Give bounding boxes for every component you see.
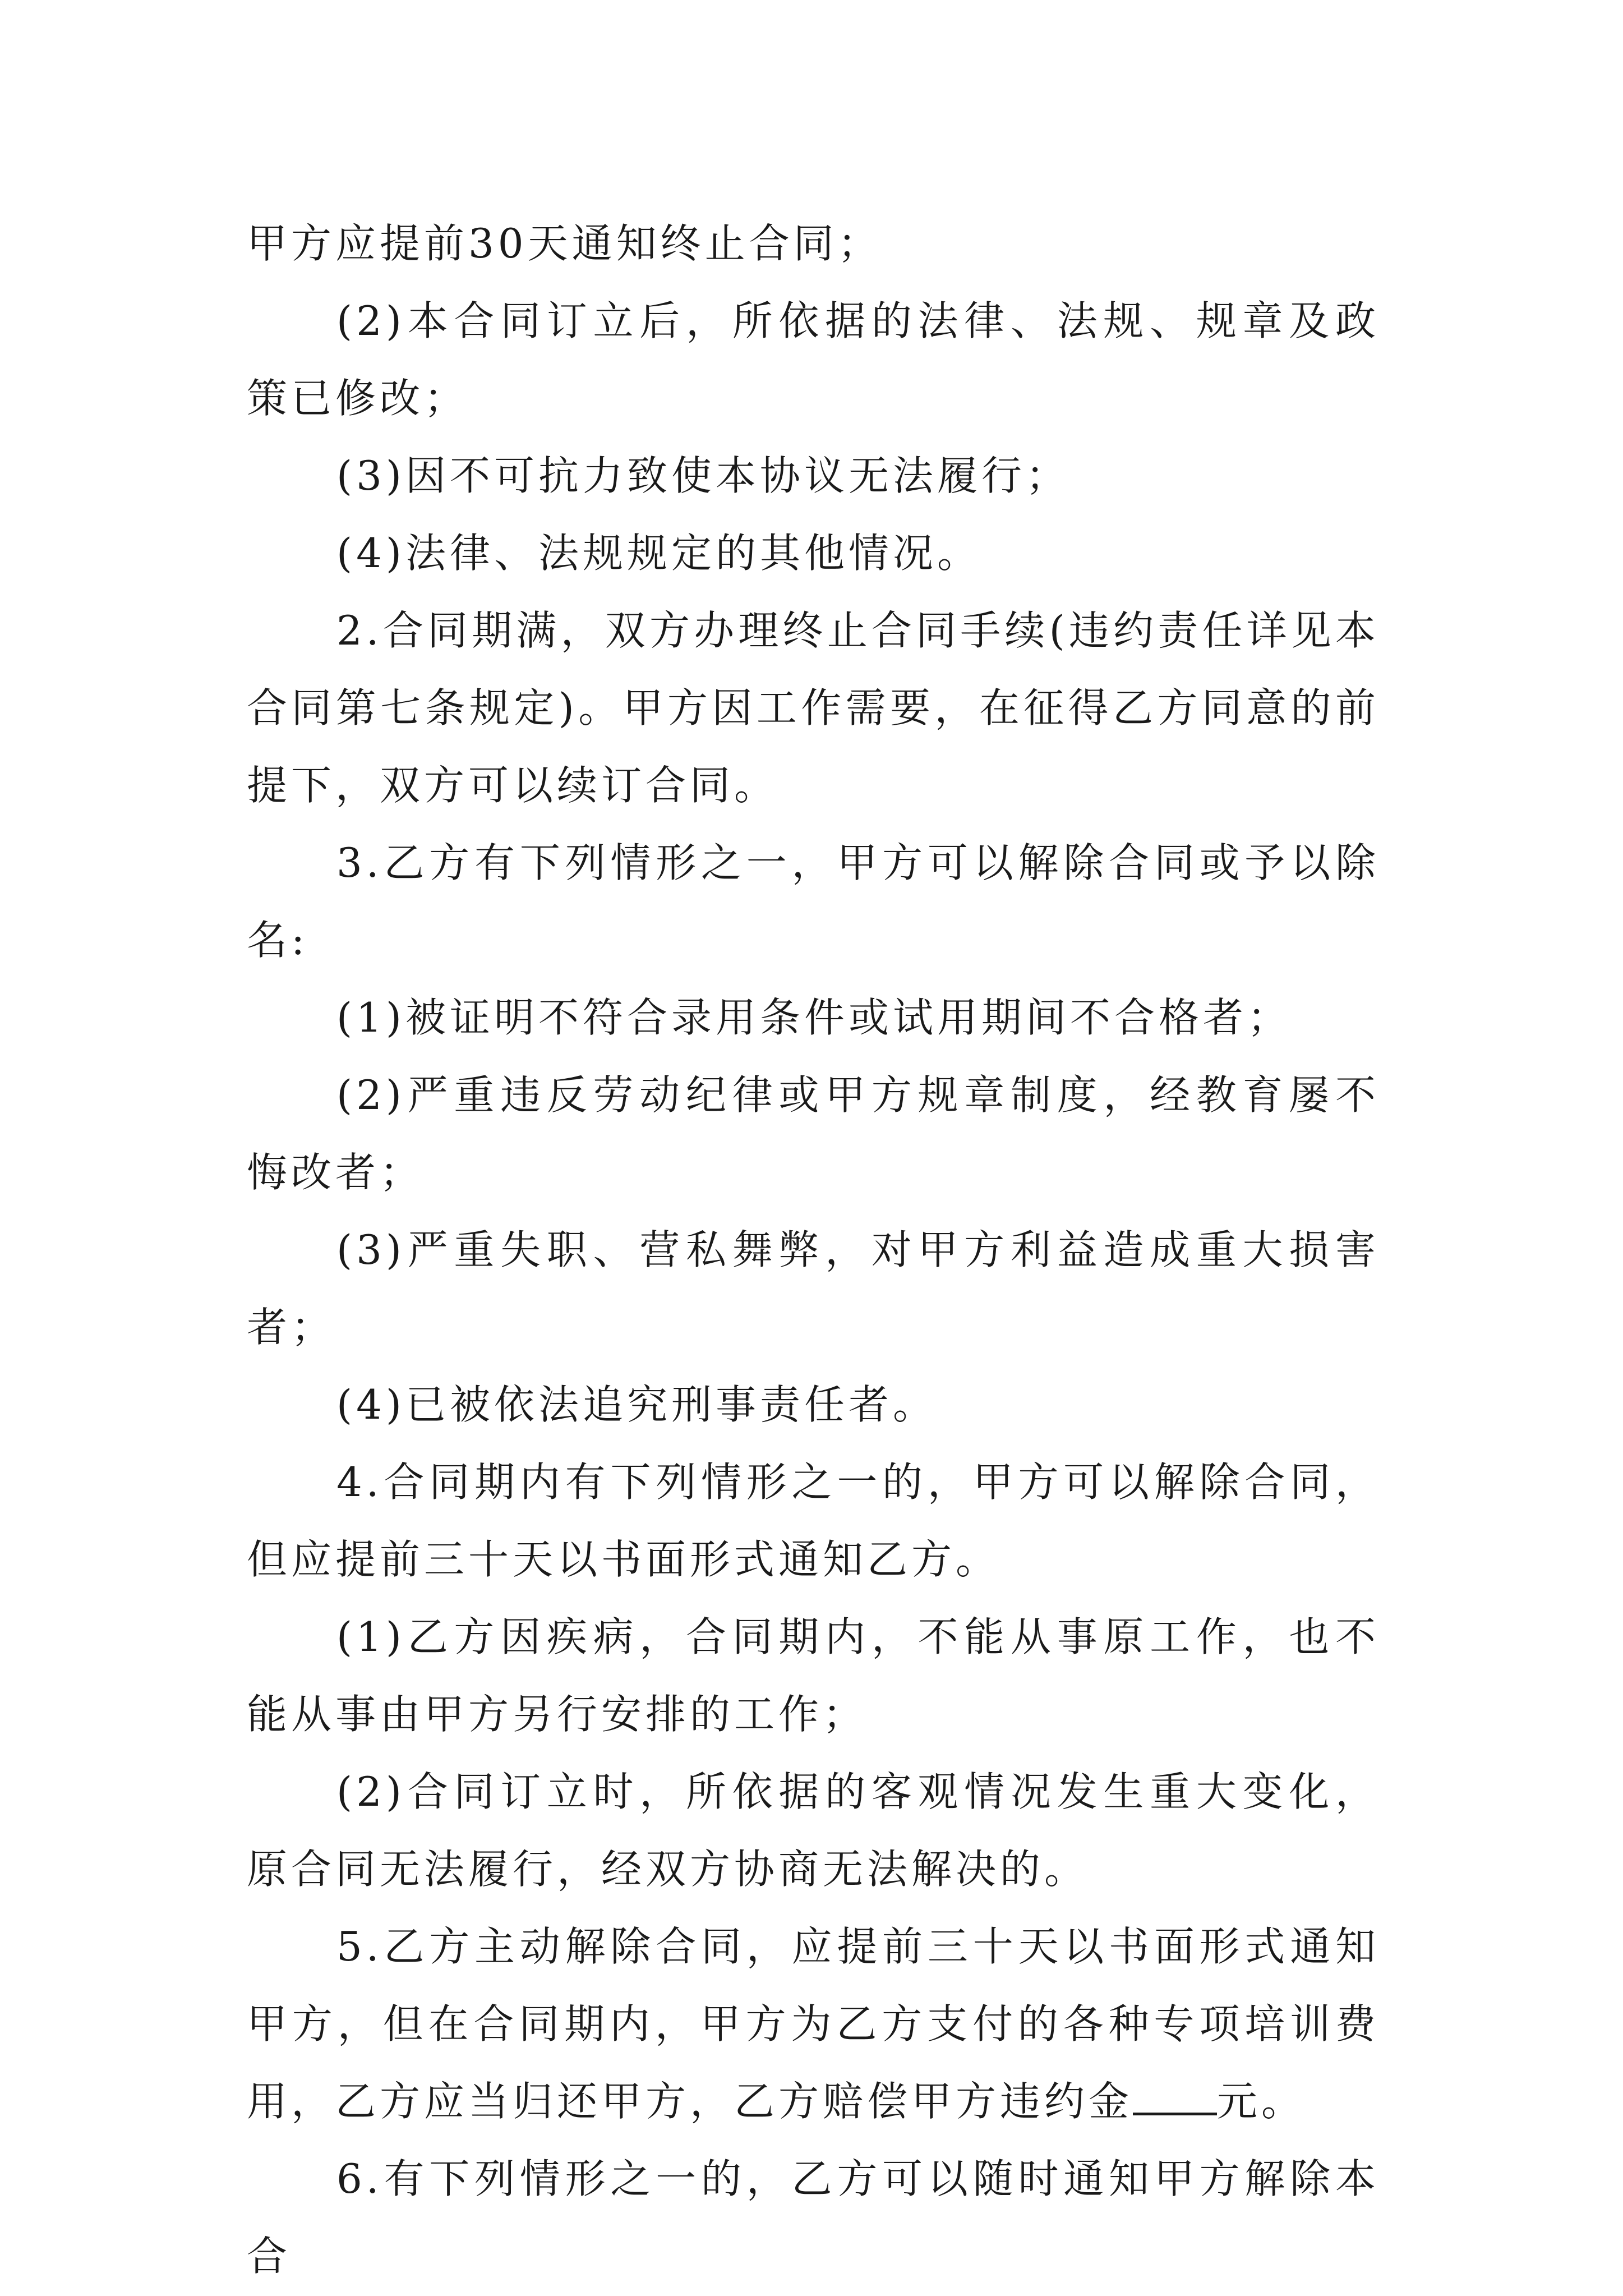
penalty-amount-blank (1133, 2077, 1217, 2115)
paragraph-clause-6-employee-termination: 6.有下列情形之一的，乙方可以随时通知甲方解除本合 (247, 2155, 1380, 2280)
paragraph-item-2-law-changed: (2)本合同订立后，所依据的法律、法规、规章及政策已修改； (247, 297, 1380, 422)
paragraph-clause-5-resignation (247, 1908, 1380, 2140)
paragraph-clause-4-item-2: (2)合同订立时，所依据的客观情况发生重大变化，原合同无法履行，经双方协商无法解决的。 (247, 1768, 1380, 1893)
clause-5-text-before: 5.乙方主动解除合同，应提前三十天以书面形式通知甲方，但在合同期内，甲方为乙方支付的各种专项培训费用，乙方应当归还甲方，乙方赔偿甲方违约金 (247, 1923, 1380, 2125)
paragraph-clause-2-expiry: 2.合同期满，双方办理终止合同手续(违约责任详见本合同第七条规定)。甲方因工作需要，在征得乙方同意的前提下，双方可以续订合同。 (247, 607, 1380, 809)
paragraph-clause-4-termination: 4.合同期内有下列情形之一的，甲方可以解除合同，但应提前三十天以书面形式通知乙方。 (247, 1458, 1380, 1583)
paragraph-notice-30-days: 甲方应提前30天通知终止合同； (247, 220, 882, 267)
paragraph-clause-3-dismissal: 3.乙方有下列情形之一，甲方可以解除合同或予以除名: (247, 839, 1380, 964)
clause-5-text-after: 元。 (1217, 2078, 1306, 2125)
paragraph-item-3-force-majeure: (3)因不可抗力致使本协议无法履行； (336, 452, 1070, 499)
paragraph-clause-4-item-1: (1)乙方因疾病，合同期内，不能从事原工作，也不能从事由甲方另行安排的工作； (247, 1613, 1380, 1738)
paragraph-clause-3-item-1: (1)被证明不符合录用条件或试用期间不合格者； (336, 994, 1292, 1041)
paragraph-clause-3-item-2: (2)严重违反劳动纪律或甲方规章制度，经教育屡不悔改者； (247, 1071, 1380, 1196)
paragraph-clause-3-item-4: (4)已被依法追究刑事责任者。 (336, 1381, 937, 1428)
paragraph-clause-3-item-3: (3)严重失职、营私舞弊，对甲方利益造成重大损害者； (247, 1226, 1380, 1351)
paragraph-item-4-other: (4)法律、法规规定的其他情况。 (336, 530, 981, 577)
contract-body (247, 205, 1380, 2295)
